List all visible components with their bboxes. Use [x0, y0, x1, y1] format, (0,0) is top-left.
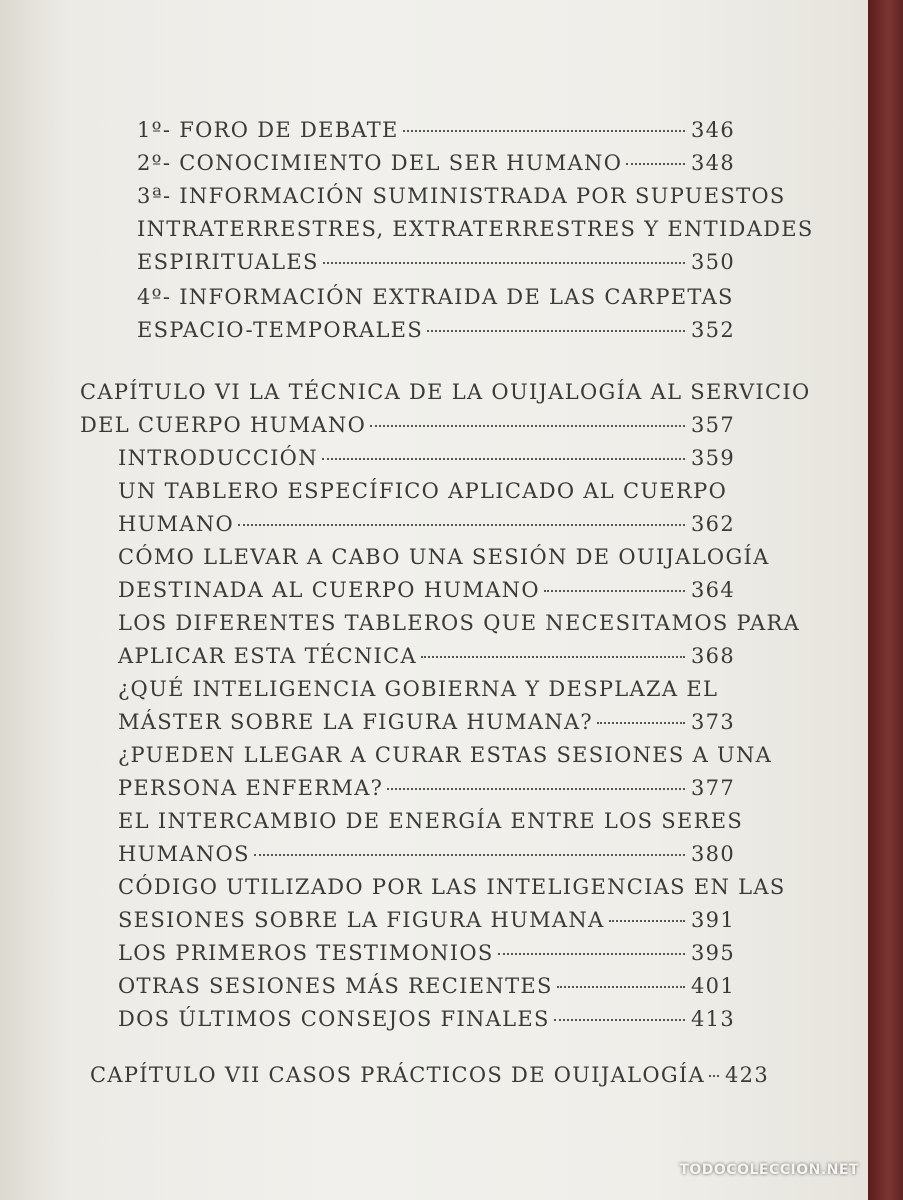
- toc-entry-title: APLICAR ESTA TÉCNICA: [118, 644, 417, 668]
- toc-page-number: 368: [691, 644, 735, 668]
- toc-entry-title: DESTINADA AL CUERPO HUMANO: [118, 578, 540, 602]
- toc-entry: [137, 250, 735, 274]
- toc-entry-title: INTRODUCCIÓN: [118, 446, 318, 470]
- toc-entry-title: UN TABLERO ESPECÍFICO APLICADO AL CUERPO: [118, 479, 728, 503]
- watermark: TODOCOLECCION.NET: [679, 1162, 859, 1178]
- toc-entry: [118, 776, 735, 800]
- toc-entry: [118, 479, 727, 503]
- toc-page-number: 373: [691, 710, 735, 734]
- dot-leader: [323, 262, 685, 264]
- toc-entry-title: SESIONES SOBRE LA FIGURA HUMANA: [118, 908, 605, 932]
- toc-entry: [118, 908, 735, 932]
- toc-entry-title: OTRAS SESIONES MÁS RECIENTES: [118, 974, 553, 998]
- dot-leader: [387, 788, 685, 790]
- dot-leader: [557, 986, 685, 988]
- dot-leader: [322, 458, 685, 460]
- dot-leader: [498, 953, 685, 955]
- toc-entry-title: ¿PUEDEN LLEGAR A CURAR ESTAS SESIONES A UNA: [118, 743, 773, 767]
- toc-page-number: 364: [691, 578, 735, 602]
- toc-entry: [118, 875, 786, 899]
- toc-entry-title: HUMANO: [118, 512, 235, 536]
- toc-entry: [118, 677, 718, 701]
- toc-entry-title: 2º- CONOCIMIENTO DEL SER HUMANO: [137, 151, 623, 175]
- dot-leader: [544, 590, 685, 592]
- toc-entry-title: CÓDIGO UTILIZADO POR LAS INTELIGENCIAS EN LAS: [118, 875, 786, 899]
- toc-entry-title: PERSONA ENFERMA?: [118, 776, 384, 800]
- dot-leader: [370, 425, 685, 427]
- toc-entry-title: ESPACIO-TEMPORALES: [137, 318, 424, 342]
- dot-leader: [709, 1075, 719, 1077]
- toc-page-number: 348: [691, 151, 735, 175]
- toc-page-number: 395: [691, 941, 735, 965]
- dot-leader: [238, 524, 685, 526]
- toc-entry-title: CAPÍTULO VII CASOS PRÁCTICOS DE OUIJALOGÍA: [90, 1063, 705, 1087]
- toc-entry: [118, 743, 772, 767]
- toc-entry: [118, 512, 735, 536]
- toc-entry: [137, 318, 735, 342]
- toc-page-number: 359: [691, 446, 735, 470]
- toc-entry-title: DEL CUERPO HUMANO: [80, 413, 367, 437]
- toc-entry-title: EL INTERCAMBIO DE ENERGÍA ENTRE LOS SERES: [118, 809, 744, 833]
- dot-leader: [421, 656, 685, 658]
- toc-page-number: 357: [691, 413, 735, 437]
- toc-page-number: 362: [691, 512, 735, 536]
- toc-entry-title: HUMANOS: [118, 842, 250, 866]
- dot-leader: [254, 854, 685, 856]
- toc-entry: [137, 151, 735, 175]
- toc-page-number: 352: [691, 318, 735, 342]
- toc-entry-title: MÁSTER SOBRE LA FIGURA HUMANA?: [118, 710, 593, 734]
- toc-entry: [118, 974, 735, 998]
- toc-entry-title: CÓMO LLEVAR A CABO UNA SESIÓN DE OUIJALOGÍA: [118, 545, 770, 569]
- toc-entry: [137, 217, 814, 241]
- toc-entry: [90, 1063, 769, 1087]
- toc-entry-title: CAPÍTULO VI LA TÉCNICA DE LA OUIJALOGÍA AL SERVICIO: [80, 380, 811, 404]
- toc-entry-title: ESPIRITUALES: [137, 250, 319, 274]
- toc-entry: [118, 446, 735, 470]
- toc-entry: [118, 644, 735, 668]
- toc-entry: [118, 710, 735, 734]
- toc-entry-title: LOS DIFERENTES TABLEROS QUE NECESITAMOS PARA: [118, 611, 801, 635]
- toc-entry-title: INTRATERRESTRES, EXTRATERRESTRES Y ENTIDADES: [137, 217, 814, 241]
- toc-entry: [80, 413, 735, 437]
- toc-entry: [118, 545, 770, 569]
- toc-entry-title: ¿QUÉ INTELIGENCIA GOBIERNA Y DESPLAZA EL: [118, 677, 719, 701]
- toc-entry: [137, 184, 786, 208]
- dot-leader: [626, 163, 685, 165]
- toc-entry-title: DOS ÚLTIMOS CONSEJOS FINALES: [118, 1007, 550, 1031]
- toc-entry-title: 4º- INFORMACIÓN EXTRAIDA DE LAS CARPETAS: [137, 285, 734, 309]
- dot-leader: [554, 1019, 685, 1021]
- toc-page-number: 391: [691, 908, 735, 932]
- toc-page-number: 350: [691, 250, 735, 274]
- dot-leader: [609, 920, 685, 922]
- toc-entry: [118, 809, 743, 833]
- dot-leader: [427, 330, 685, 332]
- toc-entry: [137, 118, 735, 142]
- toc-page-number: 377: [691, 776, 735, 800]
- toc-entry: [80, 380, 811, 404]
- toc-entry: [118, 1007, 735, 1031]
- toc-entry-title: 1º- FORO DE DEBATE: [137, 118, 399, 142]
- toc-entry-title: LOS PRIMEROS TESTIMONIOS: [118, 941, 494, 965]
- toc-page-number: 346: [691, 118, 735, 142]
- toc-page-number: 401: [691, 974, 735, 998]
- book-cover-edge: [868, 0, 903, 1200]
- toc-page-number: 380: [691, 842, 735, 866]
- toc-entry: [118, 941, 735, 965]
- toc-entry: [137, 285, 734, 309]
- toc-entry-title: 3ª- INFORMACIÓN SUMINISTRADA POR SUPUESTOS: [137, 184, 786, 208]
- toc-page-number: 413: [691, 1007, 735, 1031]
- toc-entry: [118, 578, 735, 602]
- toc-page-number: 423: [725, 1063, 769, 1087]
- toc-entry: [118, 611, 800, 635]
- dot-leader: [597, 722, 685, 724]
- dot-leader: [403, 130, 685, 132]
- toc-entry: [118, 842, 735, 866]
